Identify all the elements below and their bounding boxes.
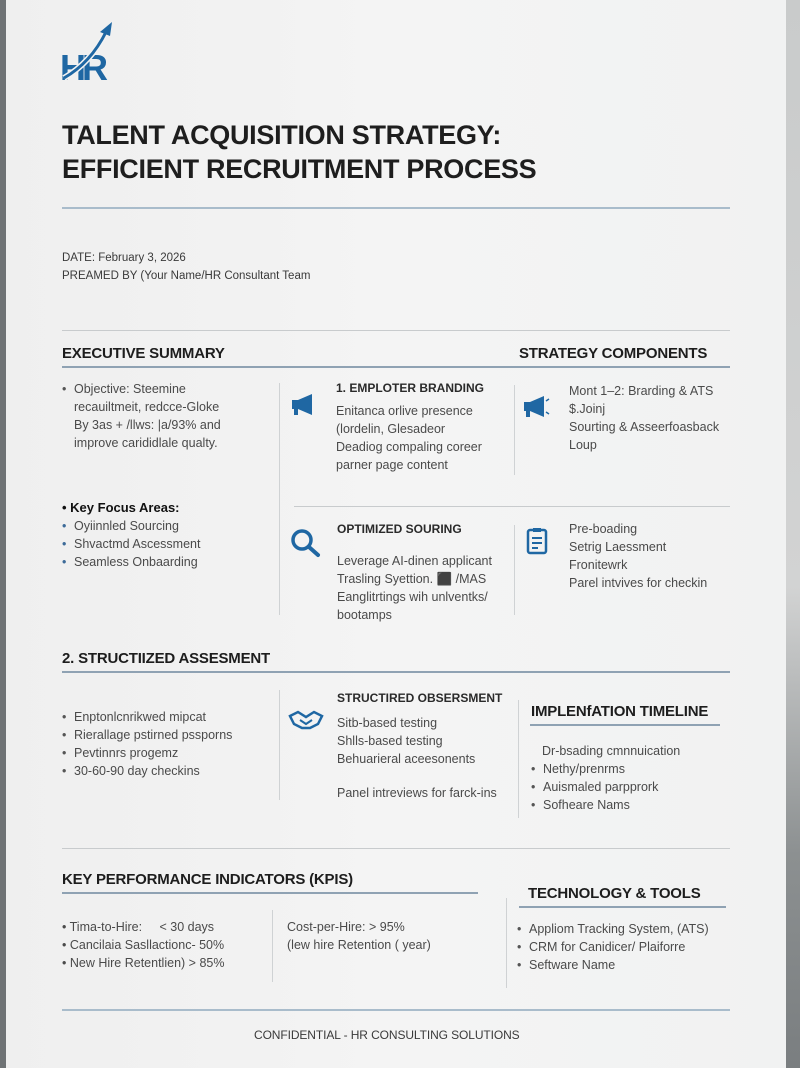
objective-block: • Objective: Steemine recauiltmeit, redcce-Gloke By 3as + /llws: |a/93% and improve carididlale qualty. (62, 380, 272, 452)
hr-logo-icon (60, 20, 118, 84)
page-title: TALENT ACQUISITION STRATEGY: EFFICIENT RECRUITMENT PROCESS (62, 120, 537, 184)
column-divider (272, 910, 273, 982)
kpi-item: • Tima-to-Hire: < 30 days (62, 920, 215, 934)
preboarding-block: Pre-boading Setrig Laessment Fronitewrk Parel intvives for checkin (569, 522, 708, 590)
date-label: DATE: February 3, 2026 (62, 252, 186, 264)
column-divider (506, 898, 507, 988)
kpi-list-left (62, 918, 267, 972)
section-divider (62, 848, 730, 849)
technology-list (517, 920, 742, 974)
search-icon (290, 528, 322, 558)
list-item: • Appliom Tracking System, (ATS) (517, 920, 742, 938)
kpis-heading: KEY PERFORMANCE INDICATORS (KPIS) (62, 871, 353, 888)
heading-underline (530, 724, 720, 726)
employer-branding-title: 1. EMPLOTER BRANDING (336, 381, 485, 395)
timeline-month-block: Mont 1–2: Brarding & ATS $.Joinj Sourting & Asseerfoasback Loup (569, 384, 720, 452)
list-item: • Enptonlcnrikwed mipcat (62, 708, 272, 726)
list-item: • Nethy/prenrms (531, 760, 741, 778)
employer-branding-text: Enitanca orlive presence (lordelin, Glesadeor Deadiog compaling coreer parner page content (336, 404, 482, 472)
list-item: • Pevtinnrs progemz (62, 744, 272, 762)
list-item: • Rierallage pstirned pssporns (62, 726, 272, 744)
optimized-sourcing-text: Leverage AI-dinen applicant Trasling Syettion. ⬛ /MAS Eanglitrtings wih unlventks/ bootamps (337, 554, 492, 622)
handshake-icon (288, 708, 324, 732)
kpi-item: • Cancilaia Sasllactionc- 50% (62, 938, 225, 952)
implementation-list (531, 760, 741, 814)
column-divider (279, 383, 280, 615)
strategy-components-heading: STRATEGY COMPONENTS (519, 345, 708, 362)
section-divider (62, 330, 730, 331)
list-item: • Oyiinnled Sourcing (62, 517, 272, 535)
list-item: • CRM for Canidicer/ Plaiforre (517, 938, 742, 956)
list-item: • Shvactmd Ascessment (62, 535, 272, 553)
row-divider (294, 506, 730, 507)
column-divider (279, 690, 280, 800)
heading-underline (62, 671, 730, 673)
executive-summary-heading: EXECUTIVE SUMMARY (62, 345, 225, 362)
heading-underline (62, 366, 730, 368)
kpi-item: • New Hire Retentlien) > 85% (62, 956, 225, 970)
svg-text:HR: HR (60, 47, 104, 84)
structured-observation-text: Sitb-based testing Shlls-based testing Behuarieral aceesonents Panel intreviews for farck-ins (337, 716, 497, 800)
list-item: • Seamless Onbaarding (62, 553, 272, 571)
column-divider (518, 700, 519, 818)
footer-divider (62, 1009, 730, 1011)
page-edge-shadow (786, 0, 800, 1068)
implementation-timeline-heading: IMPLENfATION TIMELINE (531, 703, 709, 720)
optimized-sourcing-title: OPTIMIZED SOURING (337, 522, 462, 536)
column-divider (514, 385, 515, 475)
megaphone-icon (522, 396, 550, 418)
list-item: • Auismaled parpprork (531, 778, 741, 796)
kpi-item: (lew hire Retention ( year) (287, 938, 431, 952)
list-item: • Seftware Name (517, 956, 742, 974)
technology-heading: TECHNOLOGY & TOOLS (528, 885, 701, 902)
checklist-icon (526, 527, 548, 555)
kpi-item: Cost-per-Hire: > 95% (287, 920, 405, 934)
prepared-by-label: PREAMED BY (Your Name/HR Consultant Team (62, 270, 311, 282)
title-divider (62, 207, 730, 209)
heading-underline (519, 906, 726, 908)
structured-observation-title: STRUCTIRED OBSERSMENT (337, 691, 503, 705)
heading-underline (62, 892, 478, 894)
footer-text: CONFIDENTIAL - HR CONSULTING SOLUTIONS (254, 1028, 520, 1042)
list-item: • Sofheare Nams (531, 796, 741, 814)
key-focus-block: • Key Focus Areas: • Oyiinnled Sourcing • Shvactmd Ascessment • Seamless Onbaarding (62, 500, 272, 571)
list-item: • 30-60-90 day checkins (62, 762, 272, 780)
assessment-list (62, 708, 272, 780)
structured-assessment-heading: 2. STRUCTIIZED ASSESMENT (62, 650, 270, 667)
megaphone-icon (290, 394, 318, 416)
implementation-intro: Dr-bsading cmnnuication (542, 744, 681, 758)
kpi-list-right (287, 918, 487, 954)
column-divider (514, 525, 515, 615)
